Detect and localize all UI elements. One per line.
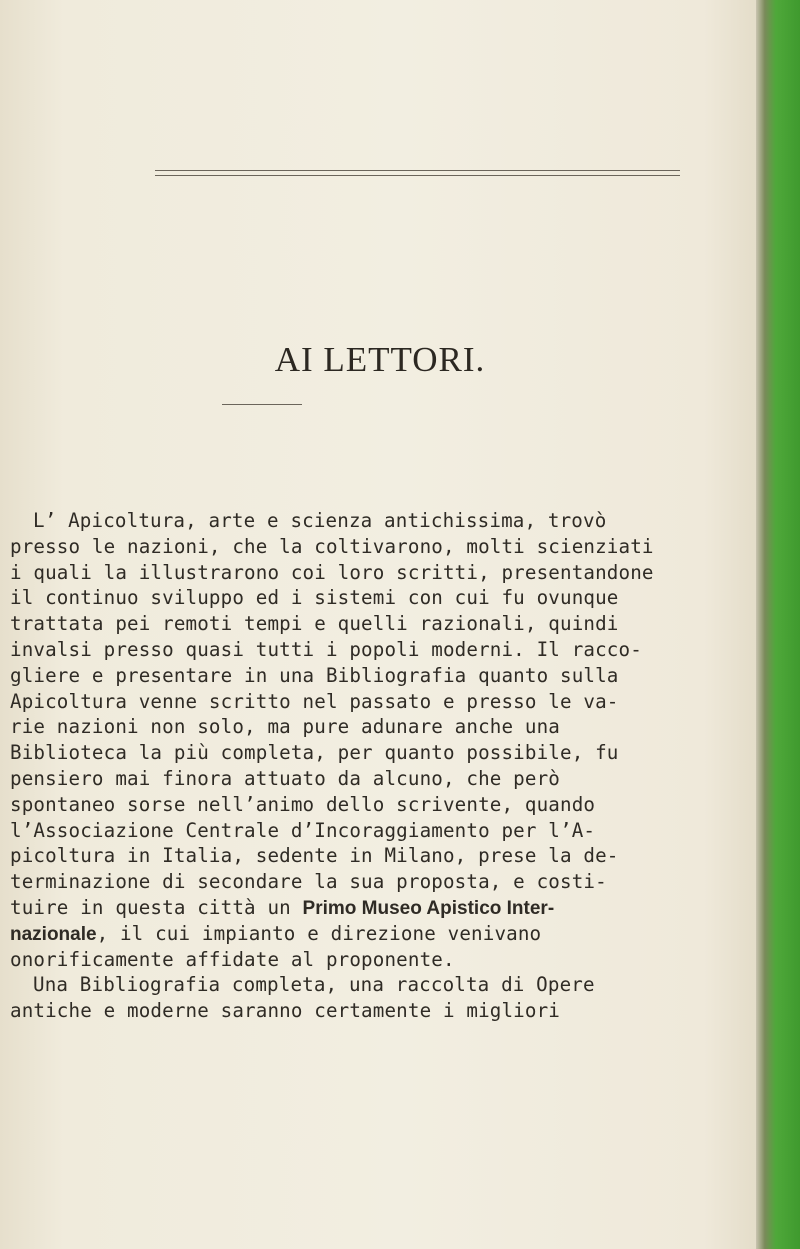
text-line-17 — [10, 921, 755, 947]
text-line-18: onorificamente affidate al proponente. — [10, 947, 455, 971]
text-line-15: terminazione di secondare la sua proposta, e costi- — [10, 870, 607, 894]
green-page-edge — [756, 0, 800, 1249]
text-line-1: L’ Apicoltura, arte e scienza antichissima, trovò — [33, 509, 607, 532]
text-line-20: antiche e moderne saranno certamente i migliori — [10, 999, 560, 1023]
text-line-16-start: tuire in questa città un — [10, 895, 303, 919]
text-line-13: l’Associazione Centrale d’Incoraggiamento per l’A- — [10, 818, 596, 842]
text-line-11: pensiero mai finora attuato da alcuno, che però — [10, 766, 560, 790]
page-title: AI LETTORI. — [274, 340, 486, 379]
museum-name-part-2: nazionale — [10, 923, 97, 945]
text-line-14: picoltura in Italia, sedente in Milano, prese la de- — [10, 844, 619, 868]
text-line-4: il continuo sviluppo ed i sistemi con cui fu ovunque — [10, 586, 619, 610]
text-line-12: spontaneo sorse nell’animo dello scrivente, quando — [10, 792, 596, 816]
text-line-19: Una Bibliografia completa, una raccolta di Opere — [33, 973, 595, 997]
text-line-5: trattata pei remoti tempi e quelli razionali, quindi — [10, 612, 619, 636]
text-line-6: invalsi presso quasi tutti i popoli moderni. Il racco- — [10, 637, 642, 661]
title-underline-rule — [222, 404, 302, 405]
preface-paragraph — [10, 508, 755, 1024]
text-line-9: rie nazioni non solo, ma pure adunare anche una — [10, 715, 560, 739]
museum-name-part-1: Primo Museo Apistico Inter- — [302, 897, 555, 919]
top-double-rule — [155, 170, 680, 176]
text-line-7: gliere e presentare in una Bibliografia quanto sulla — [10, 663, 619, 687]
text-line-2: presso le nazioni, che la coltivarono, molti scienziati — [10, 534, 654, 558]
text-line-16 — [10, 895, 755, 921]
text-line-3: i quali la illustrarono coi loro scritti, presentandone — [10, 560, 654, 584]
text-line-17-end: , il cui impianto e direzione venivano — [96, 921, 542, 945]
text-line-10: Biblioteca la più completa, per quanto possibile, fu — [10, 741, 619, 765]
text-line-8: Apicoltura venne scritto nel passato e presso le va- — [10, 689, 619, 713]
